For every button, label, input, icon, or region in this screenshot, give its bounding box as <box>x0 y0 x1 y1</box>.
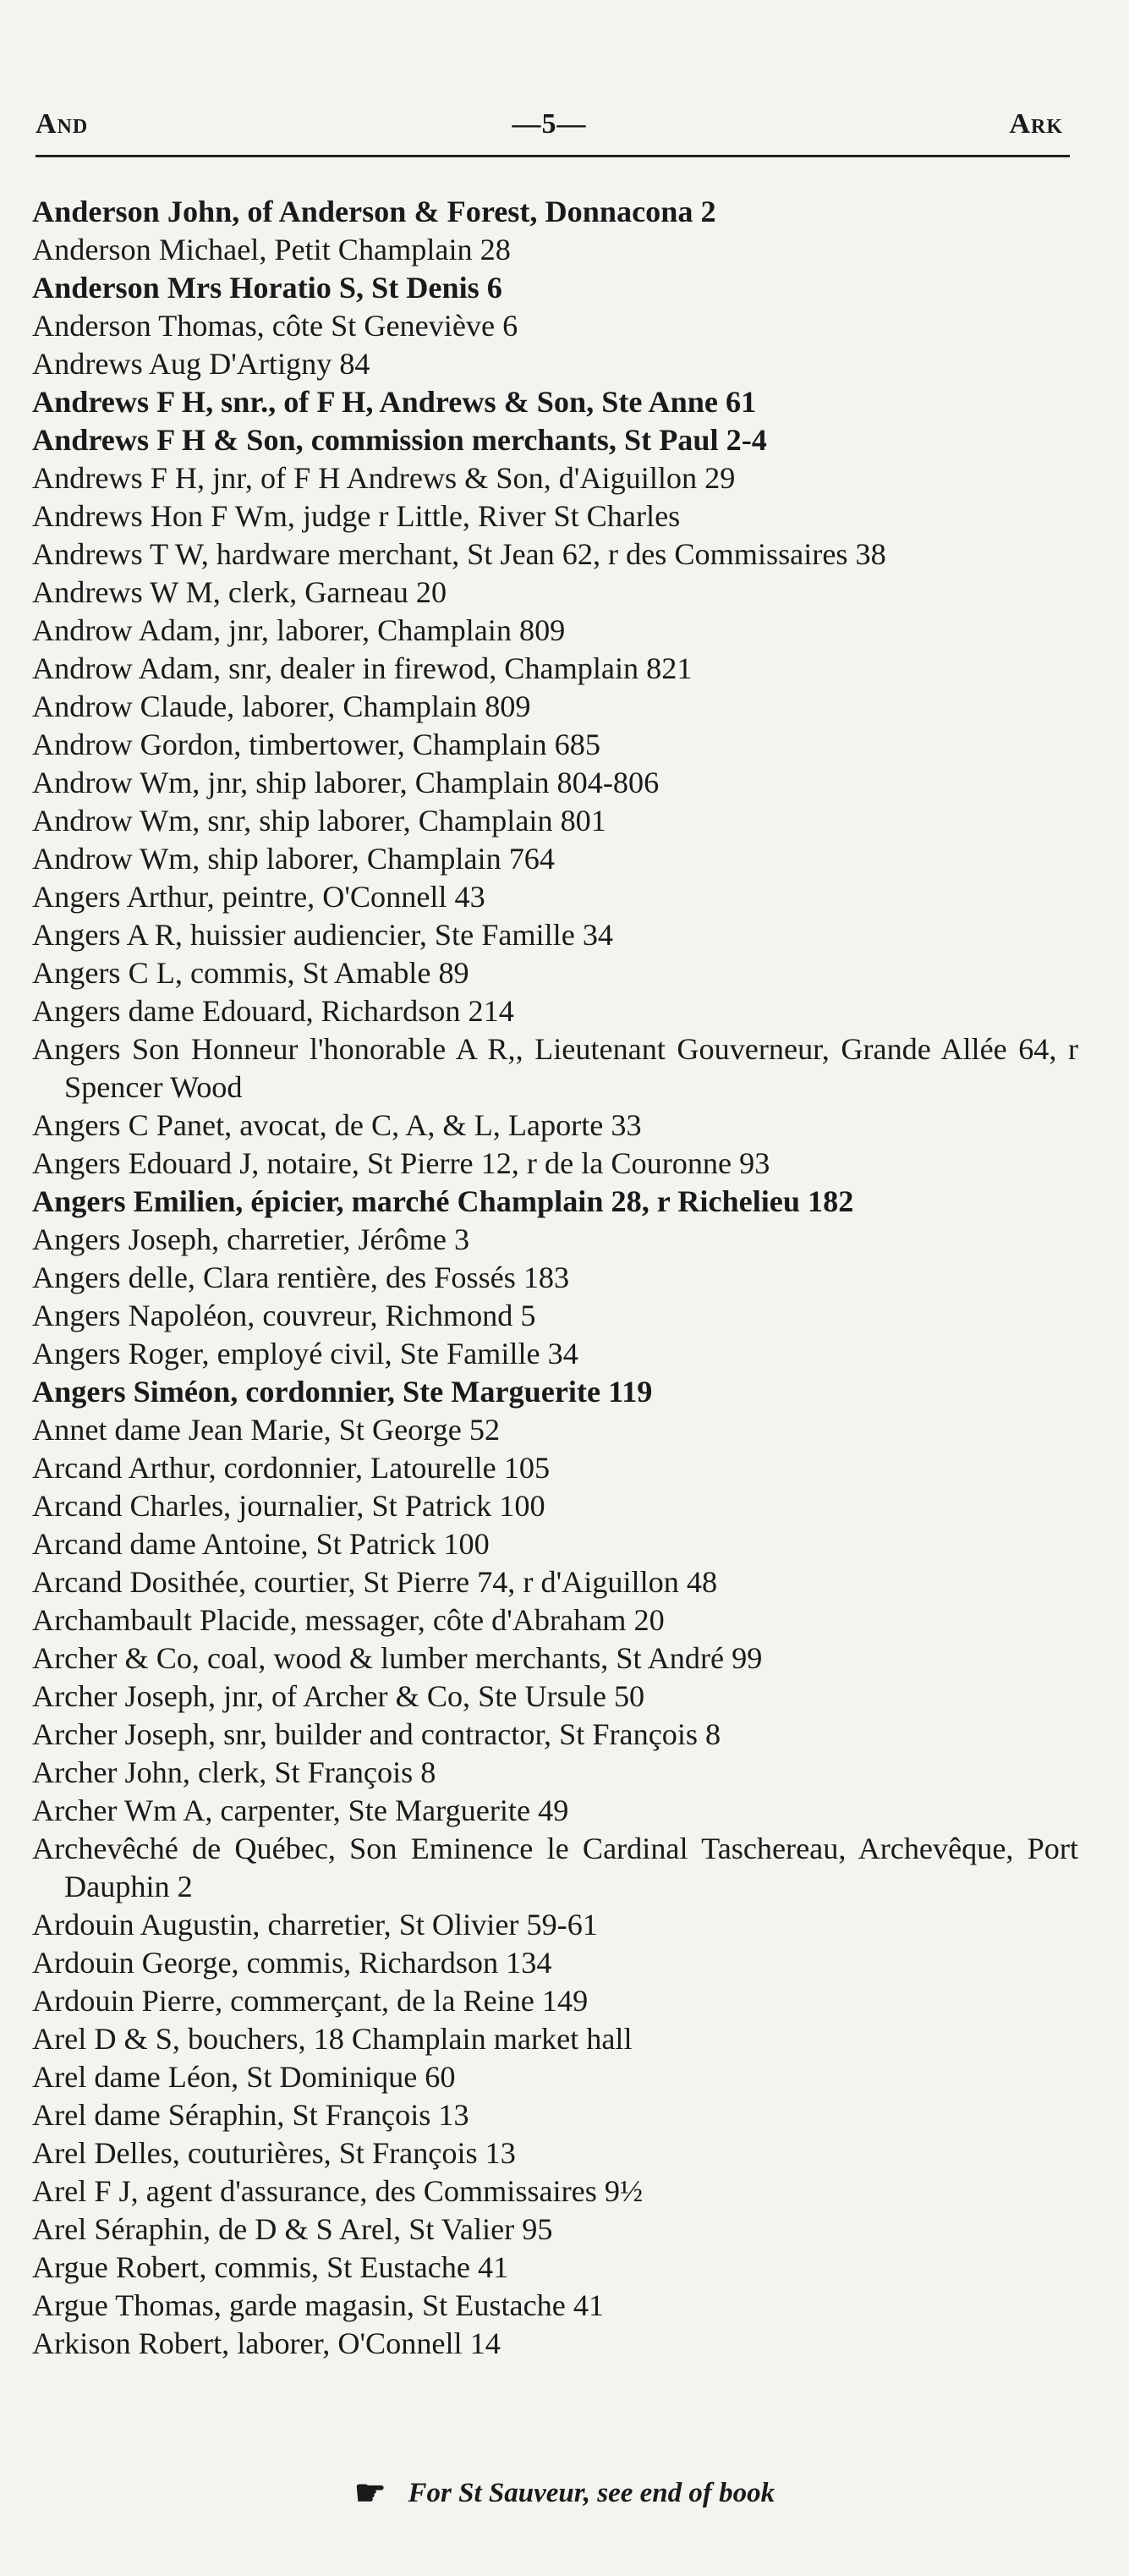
directory-entry: Arcand Arthur, cordonnier, Latourelle 105 <box>32 1451 551 1485</box>
directory-entry: Anderson John, of Anderson & Forest, Donnacona 2 <box>32 195 716 228</box>
directory-entry: Angers Arthur, peintre, O'Connell 43 <box>32 880 485 914</box>
directory-entry: Andrews Aug D'Artigny 84 <box>32 347 370 381</box>
directory-entry: Archer Wm A, carpenter, Ste Marguerite 49 <box>32 1793 569 1827</box>
directory-entry: Arel dame Léon, St Dominique 60 <box>32 2060 456 2094</box>
directory-entry: Angers Joseph, charretier, Jérôme 3 <box>32 1222 470 1256</box>
directory-entry: Androw Wm, snr, ship laborer, Champlain 801 <box>32 804 606 838</box>
directory-entry: Archer Joseph, snr, builder and contractor, St François 8 <box>32 1717 721 1751</box>
header-right-guideword: Ark <box>1009 108 1063 140</box>
directory-entry: Archer Joseph, jnr, of Archer & Co, Ste Ursule 50 <box>32 1679 645 1713</box>
directory-entry: Archer & Co, coal, wood & lumber merchants, St André 99 <box>32 1641 763 1675</box>
directory-entry: Anderson Thomas, côte St Geneviève 6 <box>32 309 518 343</box>
directory-entry: Androw Adam, snr, dealer in firewod, Champlain 821 <box>32 651 693 685</box>
directory-entry: Angers A R, huissier audiencier, Ste Famille 34 <box>32 918 614 952</box>
directory-entry: Arel D & S, bouchers, 18 Champlain market hall <box>32 2022 633 2056</box>
directory-entry: Androw Wm, jnr, ship laborer, Champlain 804-806 <box>32 766 660 799</box>
directory-entry: Ardouin Pierre, commerçant, de la Reine 149 <box>32 1984 589 2018</box>
directory-entry: Andrews W M, clerk, Garneau 20 <box>32 575 447 609</box>
directory-entry: Angers C L, commis, St Amable 89 <box>32 956 469 990</box>
directory-entry: Annet dame Jean Marie, St George 52 <box>32 1413 501 1447</box>
directory-entry: Ardouin Augustin, charretier, St Olivier 59-61 <box>32 1908 598 1942</box>
directory-entry: Andrews Hon F Wm, judge r Little, River St Charles <box>32 499 681 533</box>
directory-entry: Androw Adam, jnr, laborer, Champlain 809 <box>32 613 566 647</box>
directory-entry: Angers C Panet, avocat, de C, A, & L, Laporte 33 <box>32 1108 642 1142</box>
directory-entry: Arcand Dosithée, courtier, St Pierre 74, r d'Aiguillon 48 <box>32 1565 718 1599</box>
directory-entry: Argue Thomas, garde magasin, St Eustache 41 <box>32 2288 605 2322</box>
directory-entry: Arkison Robert, laborer, O'Connell 14 <box>32 2326 501 2360</box>
directory-entry: Angers dame Edouard, Richardson 214 <box>32 994 514 1028</box>
directory-entry: Androw Gordon, timbertower, Champlain 685 <box>32 728 600 761</box>
directory-entry: Angers Roger, employé civil, Ste Famille 34 <box>32 1337 578 1370</box>
directory-entry: Anderson Michael, Petit Champlain 28 <box>32 233 511 266</box>
directory-entries <box>32 193 1078 2363</box>
directory-entry: Angers Siméon, cordonnier, Ste Marguerite 119 <box>32 1375 653 1409</box>
footer-text: For St Sauveur, see end of book <box>408 2478 776 2508</box>
footer-note <box>0 2472 1129 2514</box>
directory-entry: Androw Wm, ship laborer, Champlain 764 <box>32 842 555 876</box>
directory-entry: Andrews F H & Son, commission merchants, St Paul 2-4 <box>32 423 767 457</box>
directory-entry: Andrews F H, jnr, of F H Andrews & Son, d'Aiguillon 29 <box>32 461 736 495</box>
directory-entry: Arel dame Séraphin, St François 13 <box>32 2098 469 2132</box>
directory-entry: Andrews T W, hardware merchant, St Jean 62, r des Commissaires 38 <box>32 537 886 571</box>
directory-entry: Archambault Placide, messager, côte d'Abraham 20 <box>32 1603 665 1637</box>
directory-entry: Argue Robert, commis, St Eustache 41 <box>32 2250 509 2284</box>
directory-entry: Arcand Charles, journalier, St Patrick 100 <box>32 1489 545 1523</box>
header-left-guideword: And <box>36 108 89 140</box>
directory-entry: Androw Claude, laborer, Champlain 809 <box>32 689 531 723</box>
directory-entry: Angers Son Honneur l'honorable A R,, Lieutenant Gouverneur, Grande Allée 64, r Spencer Wood <box>32 1032 1078 1104</box>
pointing-hand-icon: ☛ <box>353 2474 386 2513</box>
directory-entry: Archevêché de Québec, Son Eminence le Cardinal Taschereau, Archevêque, Port Dauphin 2 <box>32 1832 1078 1903</box>
header-rule <box>36 155 1070 157</box>
directory-entry: Arel Séraphin, de D & S Arel, St Valier 95 <box>32 2212 553 2246</box>
page-header <box>36 100 1063 151</box>
directory-entry: Angers delle, Clara rentière, des Fossés 183 <box>32 1261 570 1294</box>
directory-entry: Archer John, clerk, St François 8 <box>32 1755 436 1789</box>
directory-entry: Angers Emilien, épicier, marché Champlain 28, r Richelieu 182 <box>32 1184 854 1218</box>
page-number: —5— <box>512 108 587 140</box>
directory-entry: Angers Napoléon, couvreur, Richmond 5 <box>32 1299 536 1332</box>
directory-entry: Angers Edouard J, notaire, St Pierre 12, r de la Couronne 93 <box>32 1146 770 1180</box>
directory-entry: Ardouin George, commis, Richardson 134 <box>32 1946 552 1980</box>
directory-entry: Arel F J, agent d'assurance, des Commissaires 9½ <box>32 2174 644 2208</box>
directory-entry: Arel Delles, couturières, St François 13 <box>32 2136 516 2170</box>
directory-entry: Arcand dame Antoine, St Patrick 100 <box>32 1527 490 1561</box>
directory-entry: Andrews F H, snr., of F H, Andrews & Son, Ste Anne 61 <box>32 385 757 419</box>
directory-entry: Anderson Mrs Horatio S, St Denis 6 <box>32 271 502 305</box>
